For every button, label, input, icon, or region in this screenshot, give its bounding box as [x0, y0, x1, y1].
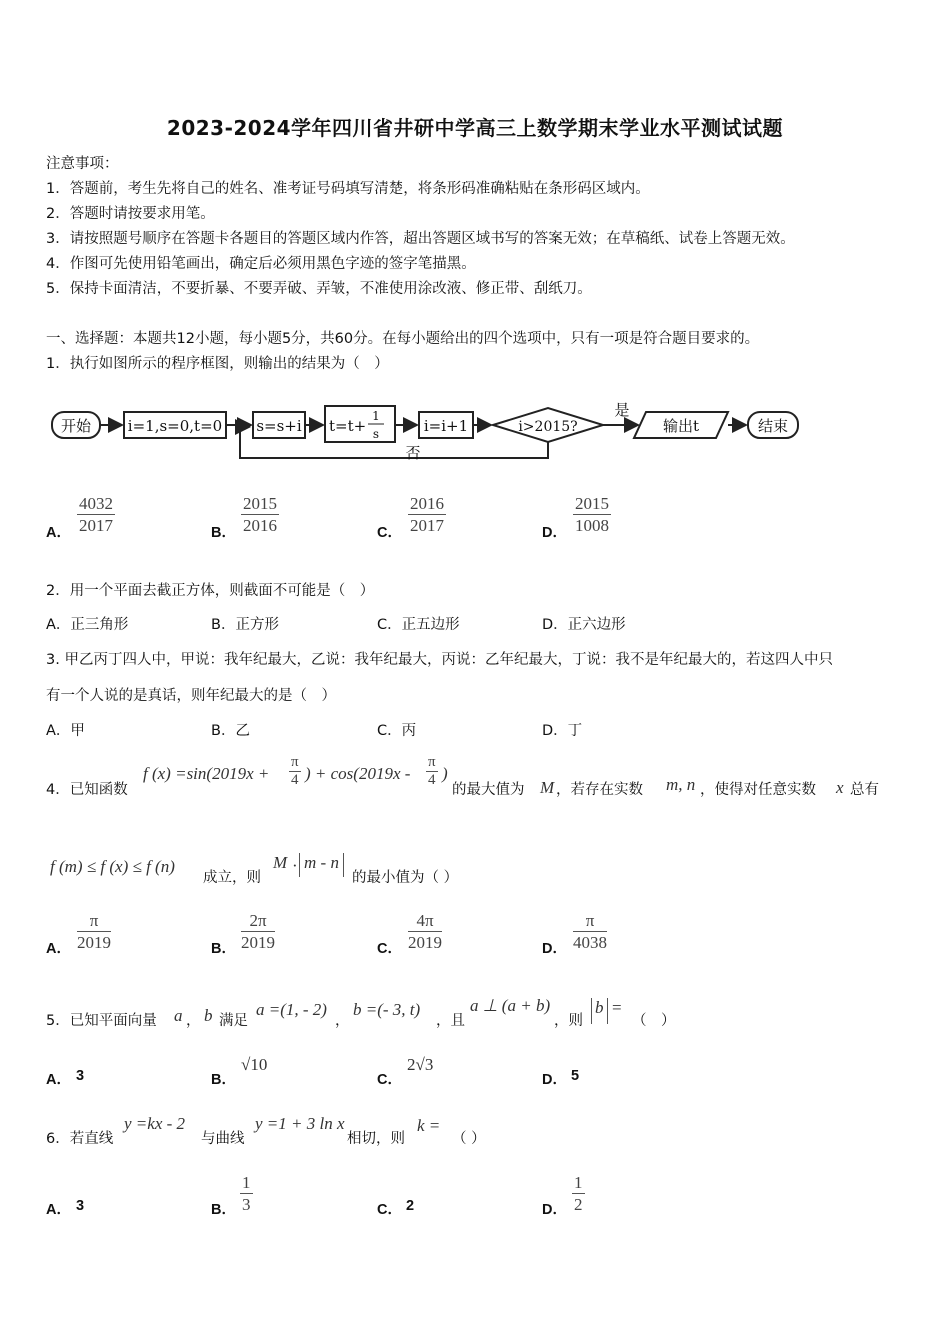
q4-pi-over-4-b: $\frac{\pi}{4}$	[428, 754, 436, 788]
q4-option-a-fraction: $\frac{\pi}{2019}$	[77, 911, 111, 952]
q1-option-d-fraction: $\frac{2015}{1008}$	[575, 494, 609, 535]
q4-expr-dot: ·	[292, 856, 298, 875]
flowchart	[48, 396, 808, 468]
q5-vector-b: b	[204, 1006, 213, 1025]
q4-text-1: 的最大值为	[452, 782, 525, 798]
q4-option-c-letter: C．	[377, 941, 402, 957]
q5-comma: ，	[186, 1013, 201, 1029]
q5-b-value: b =(- 3, t)	[353, 1000, 421, 1019]
flow-output-label: 输出t	[662, 417, 700, 435]
question-3-line-2: 有一个人说的是真话，则年纪最大的是（ ）	[46, 688, 336, 704]
q6-option-c-value: 2	[406, 1198, 415, 1214]
flow-yes-label: 是	[614, 401, 630, 419]
q4-function-part-1: f (x) =sin(2019x +	[143, 764, 270, 783]
q4-inequality: f (m) ≤ f (x) ≤ f (n)	[50, 857, 175, 876]
q6-line: y =kx - 2	[124, 1114, 186, 1133]
q2-option-a: A．正三角形	[46, 617, 129, 633]
q5-text-1: 满足	[219, 1013, 248, 1029]
q6-option-c-letter: C．	[377, 1202, 402, 1218]
q5-option-b-value: √10	[241, 1055, 268, 1074]
q4-option-c-fraction: $\frac{4\pi}{2019}$	[408, 911, 442, 952]
q4-expr-abs: m - n	[299, 853, 344, 877]
q3-option-a: A．甲	[46, 723, 85, 739]
question-3-line-1: 3. 甲乙丙丁四人中，甲说：我年纪最大，乙说：我年纪最大，丙说：乙年纪最大，丁说：我不是年纪最大的，若这四人中只	[46, 652, 833, 668]
q6-option-b-letter: B．	[211, 1202, 236, 1218]
q4-function-part-2: ) + cos(2019x -	[305, 764, 411, 783]
q1-option-c-fraction: $\frac{2016}{2017}$	[410, 494, 444, 535]
notice-item-2: 2．答题时请按要求用笔。	[46, 206, 215, 222]
q2-option-c: C．正五边形	[377, 617, 460, 633]
flow-i-label: i=i+1	[423, 417, 469, 435]
q6-option-a-letter: A．	[46, 1202, 71, 1218]
q6-curve: y =1 + 3 ln x	[255, 1114, 345, 1133]
question-1-text: 1．执行如图所示的程序框图，则输出的结果为（ ）	[46, 356, 389, 372]
page-title: 2023-2024学年四川省井研中学高三上数学期末学业水平测试试题	[166, 116, 784, 140]
q6-option-d-fraction: $\frac{1}{2}$	[574, 1173, 583, 1214]
q6-option-b-fraction: $\frac{1}{3}$	[242, 1173, 251, 1214]
q1-option-b-fraction: $\frac{2015}{2016}$	[243, 494, 277, 535]
q4-close-paren: )	[442, 764, 448, 783]
q5-text-end: （ ）	[632, 1013, 676, 1029]
q5-comma-2: ，	[335, 1013, 350, 1029]
q6-text-1: 与曲线	[201, 1131, 245, 1147]
q5-text-2: ，且	[436, 1013, 465, 1029]
q4-text-end: 的最小值为（ ）	[352, 870, 459, 886]
q5-vector-a: a	[174, 1006, 183, 1025]
flow-t-num: 1	[372, 409, 380, 423]
q6-text-2: 相切，则	[347, 1131, 405, 1147]
q5-option-a-value: 3	[76, 1068, 85, 1084]
q4-text-3: ，使得对任意实数	[700, 782, 816, 798]
notice-item-4: 4．作图可先使用铅笔画出，确定后必须用黑色字迹的签字笔描黑。	[46, 256, 476, 272]
notice-item-3: 3．请按照题号顺序在答题卡各题目的答题区域内作答，超出答题区域书写的答案无效；在草稿纸、试卷上答题无效。	[46, 231, 795, 247]
question-6-prefix: 6．若直线	[46, 1131, 114, 1147]
question-5-prefix: 5．已知平面向量	[46, 1013, 157, 1029]
q1-option-a-letter: A．	[46, 525, 71, 541]
q4-option-b-letter: B．	[211, 941, 236, 957]
flow-t-den: s	[372, 427, 380, 441]
q4-pi-over-4-a: $\frac{\pi}{4}$	[291, 754, 299, 788]
notice-item-5: 5．保持卡面清洁，不要折暴、不要弄破、弄皱，不准使用涂改液、修正带、刮纸刀。	[46, 281, 592, 297]
q5-a-value: a =(1, - 2)	[256, 1000, 327, 1019]
q4-option-d-letter: D．	[542, 941, 567, 957]
q4-option-b-fraction: $\frac{2\pi}{2019}$	[241, 911, 275, 952]
q5-abs-b: b	[591, 998, 608, 1024]
question-4-prefix: 4．已知函数	[46, 782, 128, 798]
section-heading: 一、选择题：本题共12小题，每小题5分，共60分。在每小题给出的四个选项中，只有一项是符合题目要求的。	[46, 331, 760, 347]
flow-start-label: 开始	[60, 417, 92, 435]
notice-heading: 注意事项：	[46, 156, 119, 172]
flow-s-label: s=s+i	[256, 417, 302, 435]
flow-t-label: t=t+	[329, 417, 367, 435]
q3-option-c: C．丙	[377, 723, 417, 739]
flow-end-label: 结束	[757, 417, 789, 435]
q5-option-d-value: 5	[571, 1068, 580, 1084]
q2-option-d: D．正六边形	[542, 617, 626, 633]
q5-option-a-letter: A．	[46, 1072, 71, 1088]
q3-option-d: D．丁	[542, 723, 583, 739]
q5-option-d-letter: D．	[542, 1072, 567, 1088]
q1-option-d-letter: D．	[542, 525, 567, 541]
q4-text-5: 成立，则	[203, 870, 261, 886]
q4-expr-M: M	[273, 853, 288, 872]
notice-item-1: 1．答题前，考生先将自己的姓名、准考证号码填写清楚，将条形码准确粘贴在条形码区域内。	[46, 181, 650, 197]
q5-option-c-value: 2√3	[407, 1055, 434, 1074]
q4-x-symbol: x	[836, 778, 844, 797]
q6-text-end: （ ）	[452, 1131, 486, 1147]
q6-option-a-value: 3	[76, 1198, 85, 1214]
flow-cond-label: i>2015?	[518, 419, 578, 435]
flow-init-label: i=1,s=0,t=0	[127, 417, 223, 435]
question-2-text: 2．用一个平面去截正方体，则截面不可能是（ ）	[46, 583, 375, 599]
q4-option-a-letter: A．	[46, 941, 71, 957]
q5-perpendicular: a ⊥ (a + b)	[470, 996, 551, 1015]
q1-option-c-letter: C．	[377, 525, 402, 541]
q1-option-b-letter: B．	[211, 525, 236, 541]
q5-option-b-letter: B．	[211, 1072, 236, 1088]
q5-equals: =	[612, 998, 622, 1017]
q4-mn-symbol: m, n	[666, 775, 696, 794]
q6-option-d-letter: D．	[542, 1202, 567, 1218]
q4-text-2: ，若存在实数	[556, 782, 643, 798]
q3-option-b: B．乙	[211, 723, 250, 739]
q4-option-d-fraction: $\frac{\pi}{4038}$	[573, 911, 607, 952]
q5-text-3: ，则	[554, 1013, 583, 1029]
q6-k: k =	[417, 1116, 441, 1135]
q4-text-4: 总有	[850, 782, 879, 798]
q2-option-b: B．正方形	[211, 617, 279, 633]
q4-max-symbol: M	[540, 778, 555, 797]
q5-option-c-letter: C．	[377, 1072, 402, 1088]
flow-no-label: 否	[405, 444, 421, 462]
q1-option-a-fraction: $\frac{4032}{2017}$	[79, 494, 113, 535]
